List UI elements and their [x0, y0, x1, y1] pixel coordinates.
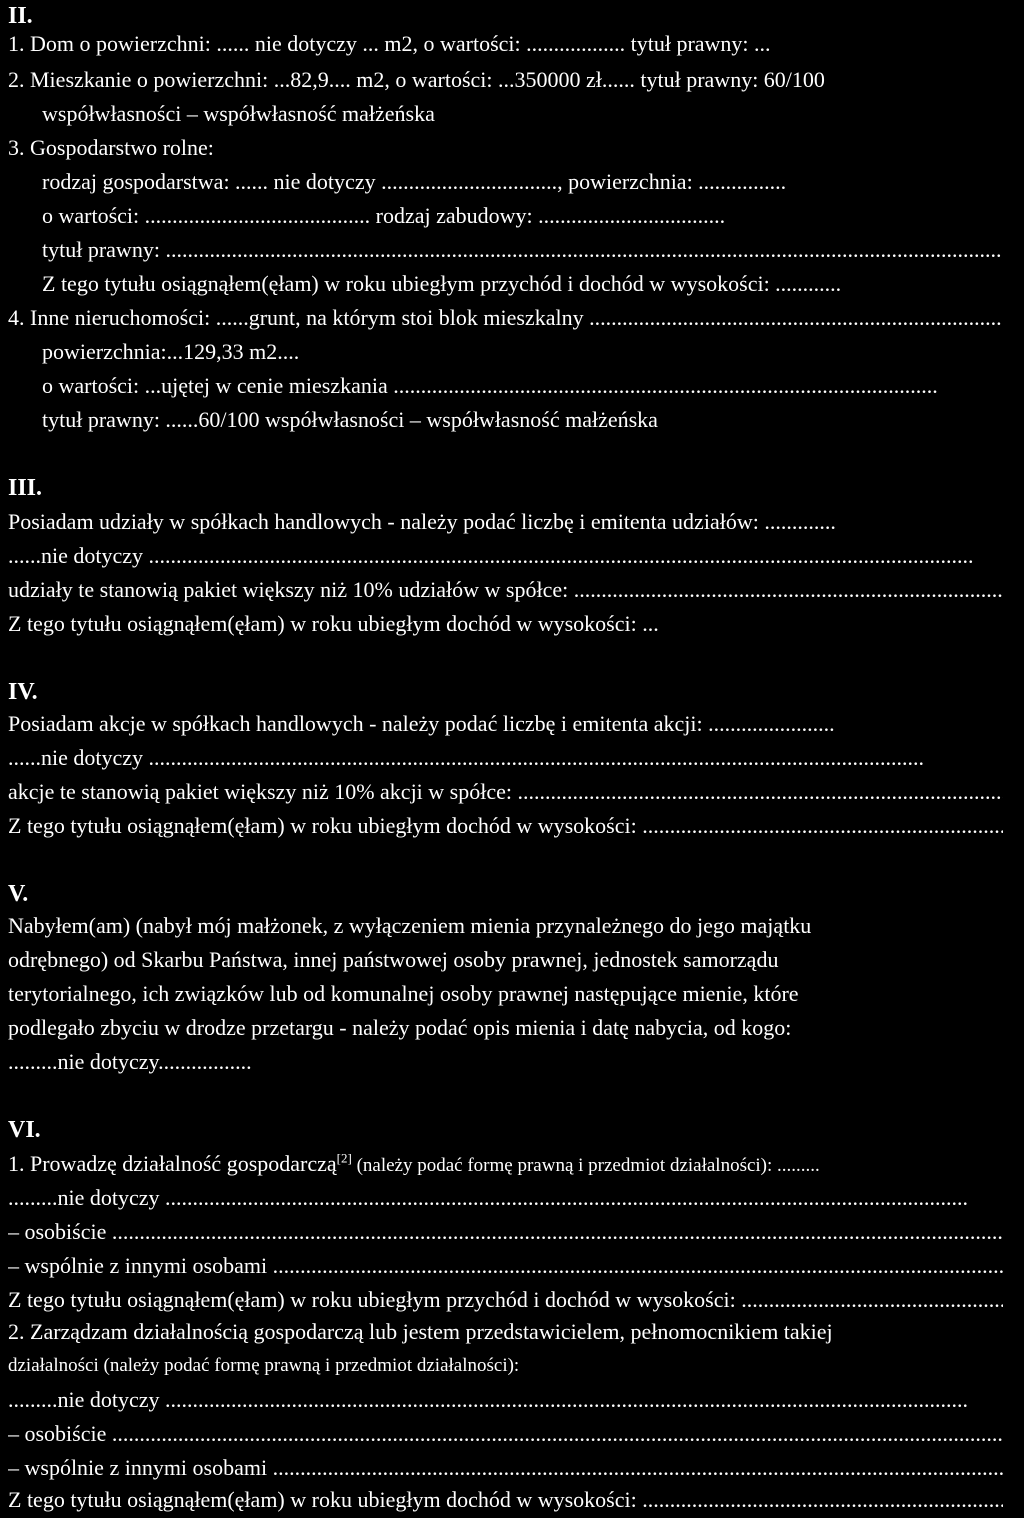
farm-type-line: rodzaj gospodarstwa: ...... nie dotyczy ................................, powierzchnia: ................ [42, 169, 787, 194]
stocks-line: Posiadam akcje w spółkach handlowych - należy podać liczbę i emitenta akcji: ....................... [8, 711, 835, 736]
business-label: 1. Prowadzę działalność gospodarczą [8, 1151, 337, 1176]
business-joint-line: – wspólnie z innymi osobami ..... [8, 1252, 1003, 1280]
farm-value-line: o wartości: ......................................... rodzaj zabudowy: .................................. [42, 203, 726, 228]
farm-income-line: Z tego tytułu osiągnąłem(ęłam) w roku ubiegłym przychód i dochód w wysokości: ............ [42, 271, 842, 296]
farm-heading-line: 3. Gospodarstwo rolne: [8, 135, 214, 160]
shares-income-line: Z tego tytułu osiągnąłem(ęłam) w roku ubiegłym dochód w wysokości: ... [8, 611, 659, 636]
house-line: 1. Dom o powierzchni: ...... nie dotyczy ... m2, o wartości: .................. tytuł prawny: ... [8, 31, 771, 56]
farm-title-line: tytuł prawny: ..... [42, 236, 1002, 264]
business-line [8, 1150, 1003, 1178]
apartment-line: 2. Mieszkanie o powierzchni: ...82,9.... m2, o wartości: ...350000 zł...... tytuł prawny: 60/100 [8, 67, 825, 92]
management-income-line: Z tego tytułu osiągnąłem(ęłam) w roku ubiegłym dochód w wysokości: ..... [8, 1486, 1003, 1514]
management-line-2: działalności (należy podać formę prawną i przedmiot działalności): [8, 1355, 520, 1376]
shares-line: Posiadam udziały w spółkach handlowych - należy podać liczbę i emitenta udziałów: ............. [8, 509, 836, 534]
other-property-line: 4. Inne nieruchomości: ......grunt, na którym stoi blok mieszkalny ..... [8, 304, 1003, 332]
section-3-heading: III. [8, 475, 43, 501]
section-2-heading: II. [8, 3, 33, 29]
shares-value-line: ......nie dotyczy ..... [8, 542, 973, 570]
management-line-1: 2. Zarządzam działalnością gospodarczą lub jestem przedstawicielem, pełnomocnikiem takiej [8, 1319, 833, 1344]
acquired-line-2: odrębnego) od Skarbu Państwa, innej państwowej osoby prawnej, jednostek samorządu [8, 947, 779, 972]
apartment-title-line: współwłasności – współwłasność małżeńska [42, 101, 435, 126]
section-4-heading: IV. [8, 679, 38, 705]
business-personal-line: – osobiście ..... [8, 1218, 1003, 1246]
section-5-heading: V. [8, 881, 29, 907]
business-income-line: Z tego tytułu osiągnąłem(ęłam) w roku ubiegłym przychód i dochód w wysokości: ..... [8, 1286, 1003, 1314]
acquired-line-3: terytorialnego, ich związków lub od komunalnej osoby prawnej następujące mienie, które [8, 981, 799, 1006]
other-property-area-line: powierzchnia:...129,33 m2.... [42, 339, 300, 364]
acquired-line-4: podlegało zbyciu w drodze przetargu - należy podać opis mienia i datę nabycia, od kogo: [8, 1015, 792, 1040]
business-value-line: .........nie dotyczy ..... [8, 1184, 968, 1212]
other-property-title-line: tytuł prawny: ......60/100 współwłasności – współwłasność małżeńska [42, 407, 658, 432]
stocks-value-line: ......nie dotyczy ..... [8, 744, 923, 772]
footnote-ref: [2] [336, 1150, 352, 1166]
business-note: (należy podać formę prawną i przedmiot działalności): ......... [351, 1155, 820, 1176]
section-6-heading: VI. [8, 1117, 41, 1143]
shares-package-line: udziały te stanowią pakiet większy niż 10% udziałów w spółce: ..... [8, 576, 1003, 604]
management-joint-line: – wspólnie z innymi osobami ..... [8, 1454, 1003, 1482]
management-value-line: .........nie dotyczy ..... [8, 1386, 968, 1414]
acquired-line-1: Nabyłem(am) (nabył mój małżonek, z wyłączeniem mienia przynależnego do jego majątku [8, 913, 812, 938]
stocks-package-line: akcje te stanowią pakiet większy niż 10% akcji w spółce: ..... [8, 778, 1003, 806]
other-property-value-line: o wartości: ...ujętej w cenie mieszkania ..... [42, 372, 937, 400]
stocks-income-line: Z tego tytułu osiągnąłem(ęłam) w roku ubiegłym dochód w wysokości: ..... [8, 812, 1003, 840]
management-personal-line: – osobiście ..... [8, 1420, 1003, 1448]
acquired-value-line: .........nie dotyczy................. [8, 1049, 252, 1074]
